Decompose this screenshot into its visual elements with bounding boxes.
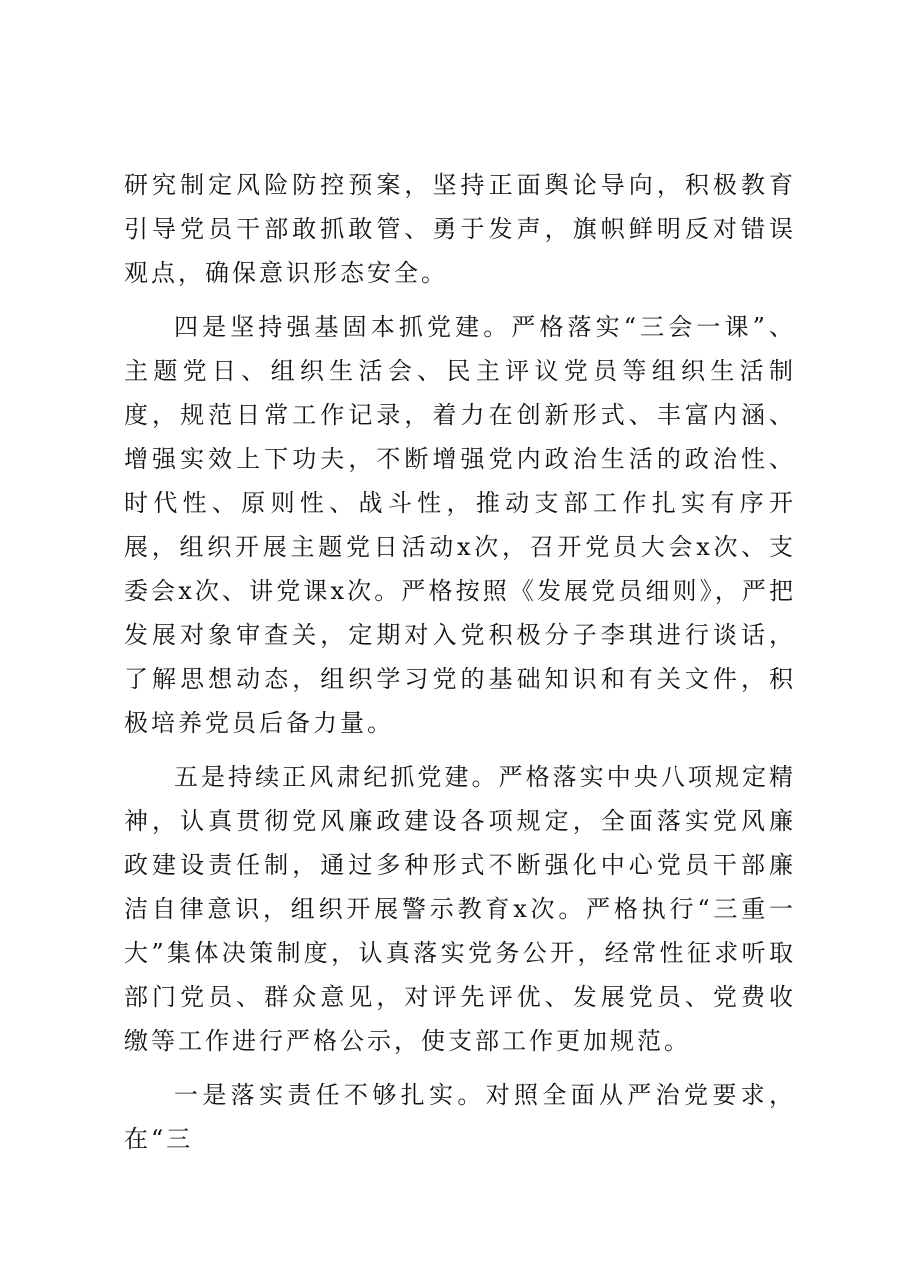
- paragraph-responsibility-issue: 一是落实责任不够扎实。对照全面从严治党要求，在“三: [124, 1081, 796, 1153]
- paragraph-party-building-foundation: 四是坚持强基固本抓党建。严格落实“三会一课”、主题党日、组织生活会、民主评议党员等组织生活制度，规范日常工作记录，着力在创新形式、丰富内涵、增强实效上下功夫，不断增强党内政治生活的政治性、时代性、原则性、战斗性，推动支部工作扎实有序开展，组织开展主题党日活动x次，召开党员大会x次、支委会x次、讲党课x次。严格按照《发展党员细则》，严把发展对象审查关，定期对入党积极分子李琪进行谈话，了解思想动态，组织学习党的基础知识和有关文件，积极培养党员后备力量。: [124, 313, 796, 737]
- paragraph-discipline-party-building: 五是持续正风肃纪抓党建。严格落实中央八项规定精神，认真贯彻党风廉政建设各项规定，全面落实党风廉政建设责任制，通过多种形式不断强化中心党员干部廉洁自律意识，组织开展警示教育x次。严格执行“三重一大”集体决策制度，认真落实党务公开，经常性征求听取部门党员、群众意见，对评先评优、发展党员、党费收缴等工作进行严格公示，使支部工作更加规范。: [124, 763, 796, 1055]
- document-body: [124, 163, 796, 1171]
- paragraph-continuation: 研究制定风险防控预案，坚持正面舆论导向，积极教育引导党员干部敢抓敢管、勇于发声，旗帜鲜明反对错误观点，确保意识形态安全。: [124, 171, 796, 287]
